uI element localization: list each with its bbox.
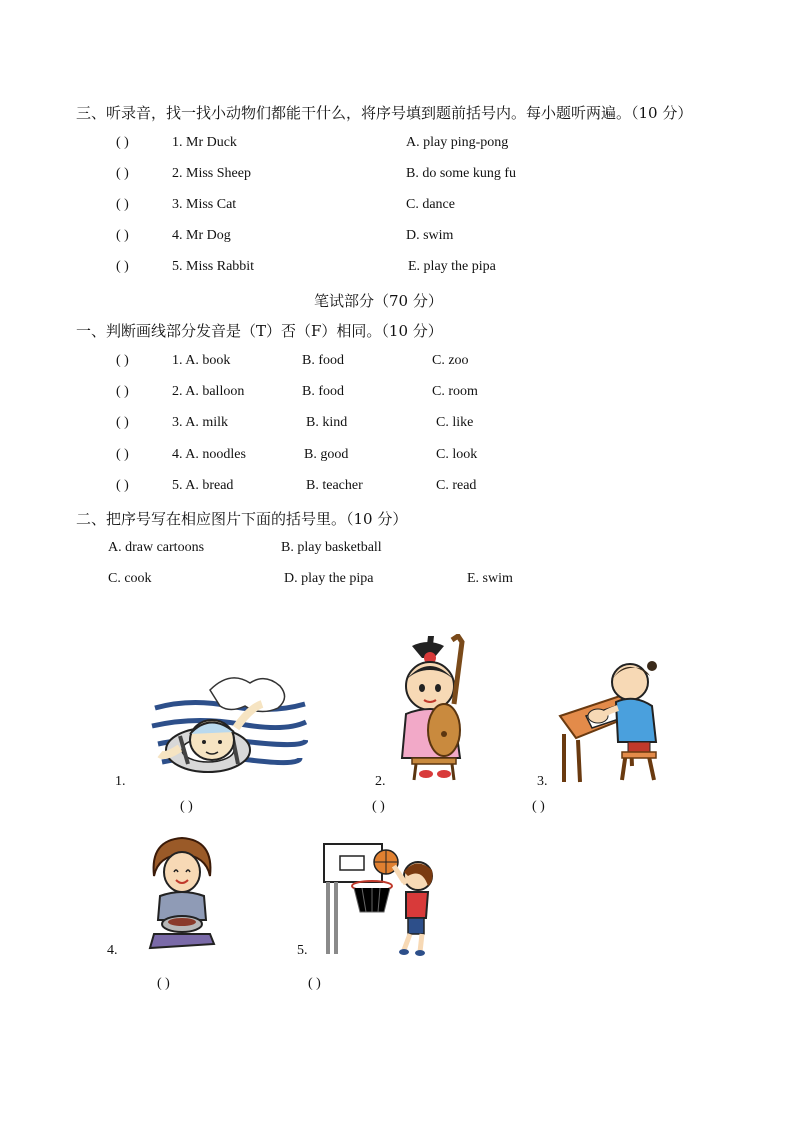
activity-option: D. swim <box>406 228 454 243</box>
activity-option: C. cook <box>108 571 152 586</box>
answer-paren[interactable]: ( ) <box>157 976 170 991</box>
answer-paren[interactable]: ( ) <box>116 228 129 243</box>
option-b: B. food <box>302 384 344 399</box>
swimming-child-icon <box>150 668 308 788</box>
picture-number: 5. <box>297 943 308 958</box>
activity-option: E. swim <box>467 571 513 586</box>
activity-option: A. draw cartoons <box>108 540 205 555</box>
option-a: 1. A. book <box>172 353 231 368</box>
drawing-girl-icon <box>556 656 668 784</box>
answer-paren[interactable]: ( ) <box>308 976 321 991</box>
option-c: C. like <box>436 415 474 430</box>
option-a: 5. A. bread <box>172 478 234 493</box>
option-b: B. good <box>304 447 349 462</box>
option-a: 4. A. noodles <box>172 447 246 462</box>
pipa-girl-icon <box>392 634 476 782</box>
option-c: C. look <box>436 447 478 462</box>
section1-heading: 一、判断画线部分发音是（T）否（F）相同。（10 分） <box>76 322 443 340</box>
option-a: 3. A. milk <box>172 415 229 430</box>
answer-paren[interactable]: ( ) <box>180 799 193 814</box>
option-c: C. room <box>432 384 478 399</box>
answer-paren[interactable]: ( ) <box>116 384 129 399</box>
activity-option: B. play basketball <box>281 540 382 555</box>
basketball-boy-icon <box>320 842 452 956</box>
answer-paren[interactable]: ( ) <box>116 197 129 212</box>
animal-name: 1. Mr Duck <box>172 135 237 150</box>
picture-number: 3. <box>537 774 548 789</box>
animal-name: 4. Mr Dog <box>172 228 231 243</box>
section3-heading: 三、听录音，找一找小动物们都能干什么，将序号填到题前括号内。每小题听两遍。（10 分） <box>76 104 693 122</box>
animal-name: 2. Miss Sheep <box>172 166 251 181</box>
cooking-woman-icon <box>148 836 216 956</box>
animal-name: 3. Miss Cat <box>172 197 237 212</box>
answer-paren[interactable]: ( ) <box>116 135 129 150</box>
answer-paren[interactable]: ( ) <box>116 478 129 493</box>
answer-paren[interactable]: ( ) <box>532 799 545 814</box>
answer-paren[interactable]: ( ) <box>116 447 129 462</box>
answer-paren[interactable]: ( ) <box>116 166 129 181</box>
option-b: B. teacher <box>306 478 363 493</box>
activity-option: A. play ping-pong <box>406 135 509 150</box>
option-c: C. zoo <box>432 353 469 368</box>
activity-option: E. play the pipa <box>408 259 496 274</box>
section2-heading: 二、把序号写在相应图片下面的括号里。（10 分） <box>76 510 408 528</box>
option-c: C. read <box>436 478 477 493</box>
answer-paren[interactable]: ( ) <box>372 799 385 814</box>
animal-name: 5. Miss Rabbit <box>172 259 255 274</box>
answer-paren[interactable]: ( ) <box>116 415 129 430</box>
picture-number: 1. <box>115 774 126 789</box>
picture-number: 4. <box>107 943 118 958</box>
answer-paren[interactable]: ( ) <box>116 259 129 274</box>
picture-number: 2. <box>375 774 386 789</box>
option-a: 2. A. balloon <box>172 384 245 399</box>
answer-paren[interactable]: ( ) <box>116 353 129 368</box>
option-b: B. kind <box>306 415 348 430</box>
activity-option: D. play the pipa <box>284 571 374 586</box>
option-b: B. food <box>302 353 344 368</box>
activity-option: B. do some kung fu <box>406 166 517 181</box>
activity-option: C. dance <box>406 197 455 212</box>
written-part-title: 笔试部分（70 分） <box>314 292 443 310</box>
